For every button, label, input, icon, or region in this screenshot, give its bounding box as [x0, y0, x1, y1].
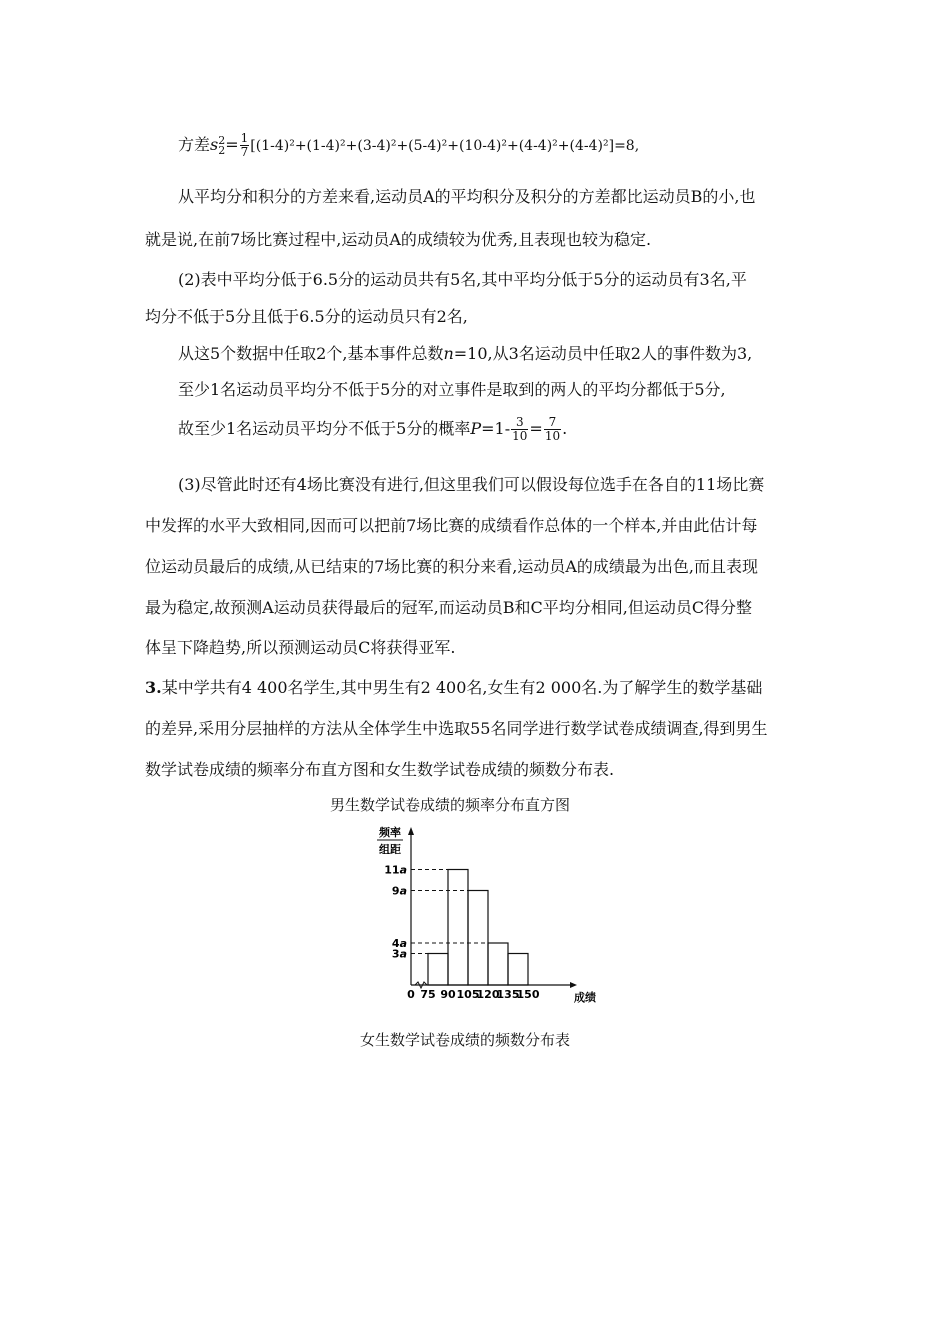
y-tick-label: 4a [391, 937, 407, 950]
para-2-line-2: 均分不低于5分且低于6.5分的运动员只有2名, [145, 307, 468, 326]
chart-title: 男生数学试卷成绩的频率分布直方图 [330, 796, 571, 814]
variance-prefix: 方差 [178, 135, 211, 154]
x-axis-label: 成绩 [574, 991, 596, 1004]
y-label-denominator: 组距 [379, 843, 401, 856]
y-label-numerator: 频率 [379, 826, 401, 839]
para-1-line-1: 从平均分和积分的方差来看,运动员A的平均积分及积分的方差都比运动员B的小,也 [178, 187, 756, 206]
variable-P: P [470, 419, 482, 438]
y-axis-arrow [408, 827, 414, 835]
x-tick-label: 135 [496, 988, 520, 1001]
question-number: 3. [145, 678, 162, 697]
para-1-line-2: 就是说,在前7场比赛过程中,运动员A的成绩较为优秀,且表现也较为稳定. [145, 230, 652, 249]
para-6-line-3: 位运动员最后的成绩,从已结束的7场比赛的积分来看,运动员A的成绩最为出色,而且表现 [145, 557, 758, 576]
fraction-3-10: $\frac{3}{10}$ [512, 415, 528, 443]
y-tick-label: 11a [384, 863, 407, 877]
x-tick-label: 90 [440, 988, 456, 1001]
x-tick-label: 75 [420, 988, 436, 1001]
x-tick-label: 120 [476, 988, 500, 1001]
x-axis-arrow [570, 982, 577, 988]
para-6-line-2: 中发挥的水平大致相同,因而可以把前7场比赛的成绩看作总体的一个样本,并由此估计每 [145, 516, 758, 535]
fraction-7-10: $\frac{7}{10}$ [544, 415, 561, 443]
histogram-bar [448, 870, 468, 986]
histogram-bar [508, 954, 528, 986]
histogram-bar [488, 943, 508, 985]
histogram-bar [428, 954, 448, 986]
question-3-line-2: 的差异,采用分层抽样的方法从全体学生中选取55名同学进行数学试卷成绩调查,得到男生 [145, 719, 768, 738]
para-2-line-1: (2)表中平均分低于6.5分的运动员共有5名,其中平均分低于5分的运动员有3名,平 [178, 270, 747, 289]
para-6-line-5: 体呈下降趋势,所以预测运动员C将获得亚军. [145, 638, 456, 657]
variance-eq: = [225, 135, 239, 154]
para-6-line-1: (3)尽管此时还有4场比赛没有进行,但这里我们可以假设每位选手在各自的11场比赛 [178, 475, 765, 494]
question-3-line-1: 3.某中学共有4 400名学生,其中男生有2 400名,女生有2 000名.为了解学生的数学基础 [145, 678, 763, 697]
table-title: 女生数学试卷成绩的频数分布表 [360, 1031, 571, 1049]
para-5: 故至少1名运动员平均分不低于5分的概率P=1- $\frac{3}{10}$ = $\frac{7}{10}$ . [178, 415, 568, 443]
variance-symbol: s [210, 135, 219, 154]
x-tick-label: 105 [456, 988, 480, 1001]
x-tick-label: 0 [407, 988, 415, 1001]
y-tick-label: 3a [391, 947, 407, 961]
variance-sub: 2 [218, 143, 226, 157]
para-3: 从这5个数据中任取2个,基本事件总数n=10,从3名运动员中任取2人的事件数为3, [178, 344, 753, 363]
question-3-line-3: 数学试卷成绩的频率分布直方图和女生数学试卷成绩的频数分布表. [145, 760, 615, 779]
variance-sup: 2 [218, 133, 226, 147]
para-6-line-4: 最为稳定,故预测A运动员获得最后的冠军,而运动员B和C平均分相同,但运动员C得分整 [145, 598, 753, 617]
y-tick-label: 9a [391, 884, 407, 898]
variance-body: [(1-4)²+(1-4)²+(3-4)²+(5-4)²+(10-4)²+(4-4)²+(4-4)²]=8, [250, 138, 640, 154]
x-tick-label: 150 [516, 988, 540, 1001]
variable-n: n [443, 344, 454, 363]
histogram-chart [370, 823, 610, 1013]
para-4: 至少1名运动员平均分不低于5分的对立事件是取到的两人的平均分都低于5分, [178, 380, 726, 399]
variance-line [178, 132, 639, 159]
histogram-bar [468, 891, 488, 986]
variance-fraction: $\frac{1}{7}$ [240, 131, 249, 159]
